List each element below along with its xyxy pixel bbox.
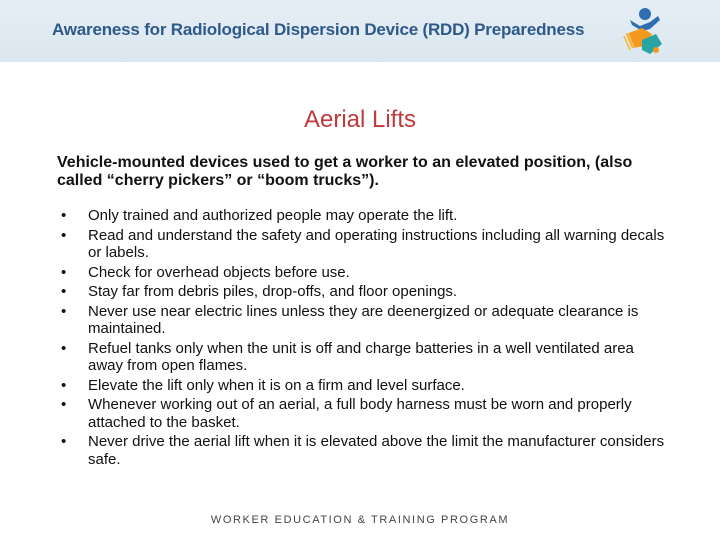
bullet-icon: • [61,283,67,300]
bullet-icon: • [61,433,67,450]
slide-title-text: Aerial Lifts [303,106,417,133]
header-band [0,0,720,62]
list-item-text: Never drive the aerial lift when it is elevated above the limit the manufacturer considers safe. [88,433,665,468]
bullet-list [57,207,667,470]
list-item-text: Whenever working out of an aerial, a full body harness must be worn and properly attached to the basket. [88,396,632,431]
list-item-text: Never use near electric lines unless they are deenergized or adequate clearance is maintained. [88,302,639,337]
bullet-icon: • [61,339,67,357]
bullet-icon: • [61,376,67,394]
header-title: Awareness for Radiological Dispersion Device (RDD) Preparedness [52,20,585,39]
list-item-text: Refuel tanks only when the unit is off and charge batteries in a well ventilated area away from open flames. [88,339,634,374]
bullet-icon: • [61,302,67,320]
list-item [57,303,667,338]
list-item [57,396,667,431]
list-item-text: Stay far from debris piles, drop-offs, and floor openings. [88,283,458,300]
bullet-icon: • [61,396,67,413]
list-item [57,227,667,262]
list-item [57,340,667,375]
bullet-icon: • [61,226,67,244]
bullet-icon: • [61,207,67,224]
list-item-text: Only trained and authorized people may operate the lift. [88,207,458,224]
footer-program-name: WORKER EDUCATION & TRAINING PROGRAM [210,514,510,526]
list-item-text: Read and understand the safety and operating instructions including all warning decals or labels. [88,226,665,261]
intro-text: Vehicle-mounted devices used to get a worker to an elevated position, (also called “cherry pickers” or “boom trucks”). [57,154,633,189]
list-item [57,433,667,468]
list-item [57,283,667,301]
list-item [57,207,667,225]
list-item [57,377,667,395]
slide-title [0,106,720,134]
list-item-text: Check for overhead objects before use. [88,263,350,281]
bullet-icon: • [61,263,67,281]
worker-training-logo-icon [612,4,668,60]
list-item [57,264,667,282]
list-item-text: Elevate the lift only when it is on a firm and level surface. [88,376,465,394]
